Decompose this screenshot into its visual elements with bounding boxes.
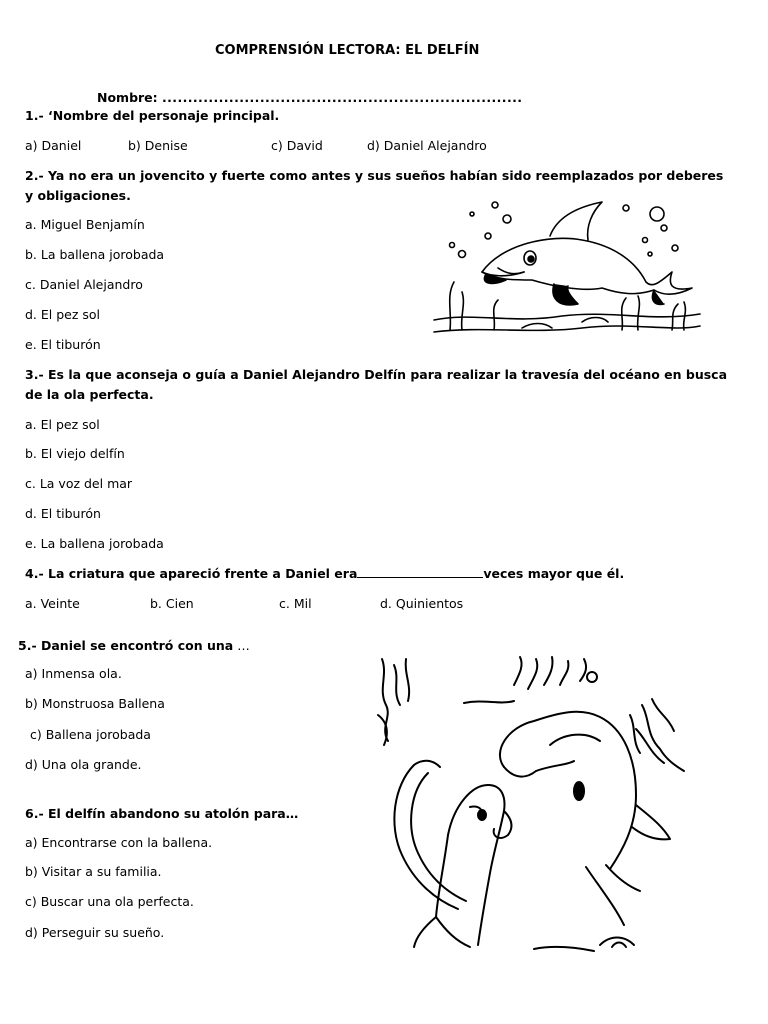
answer-blank[interactable]	[357, 566, 483, 578]
q3-option-b[interactable]: b. El viejo delfín	[25, 446, 125, 461]
question-5-ellipsis: …	[237, 638, 250, 653]
q3-option-a[interactable]: a. El pez sol	[25, 417, 100, 432]
question-3-line-1: 3.- Es la que aconseja o guía a Daniel Alejandro Delfín para realizar la travesía del océano en busca	[25, 367, 728, 382]
q2-option-e[interactable]: e. El tiburón	[25, 337, 101, 352]
question-3-line-2: de la ola perfecta.	[25, 387, 154, 402]
question-5	[18, 638, 250, 654]
q6-option-a[interactable]: a) Encontrarse con la ballena.	[25, 835, 213, 850]
q3-option-c[interactable]: c. La voz del mar	[25, 476, 133, 491]
q4-option-b[interactable]: b. Cien	[150, 596, 194, 611]
q4-option-d[interactable]: d. Quinientos	[380, 596, 464, 611]
question-2-line-2: y obligaciones.	[25, 188, 131, 203]
q5-option-d[interactable]: d) Una ola grande.	[25, 757, 142, 772]
question-2-line-1: 2.- Ya no era un jovencito y fuerte como antes y sus sueños habían sido reemplazados por deberes	[25, 168, 724, 183]
question-4-before-blank: 4.- La criatura que apareció frente a Daniel era	[25, 566, 358, 581]
question-5-text: 5.- Daniel se encontró con una	[18, 638, 234, 653]
q4-option-a[interactable]: a. Veinte	[25, 596, 80, 611]
q5-option-a[interactable]: a) Inmensa ola.	[25, 666, 122, 681]
q3-option-e[interactable]: e. La ballena jorobada	[25, 536, 164, 551]
q6-option-b[interactable]: b) Visitar a su familia.	[25, 864, 162, 879]
q5-option-c[interactable]: c) Ballena jorobada	[30, 727, 151, 742]
q3-option-d[interactable]: d. El tiburón	[25, 506, 101, 521]
q1-option-c[interactable]: c) David	[271, 138, 323, 153]
name-field-dots[interactable]: ......................................................................	[162, 90, 523, 105]
q2-option-b[interactable]: b. La ballena jorobada	[25, 247, 165, 262]
q4-option-c[interactable]: c. Mil	[279, 596, 312, 611]
q5-option-b[interactable]: b) Monstruosa Ballena	[25, 696, 165, 711]
question-6: 6.- El delfín abandono su atolón para…	[25, 806, 299, 821]
q1-option-b[interactable]: b) Denise	[128, 138, 188, 153]
q1-option-d[interactable]: d) Daniel Alejandro	[367, 138, 487, 153]
dolphin-illustration-bottom	[374, 655, 694, 955]
q2-option-c[interactable]: c. Daniel Alejandro	[25, 277, 143, 292]
q2-option-a[interactable]: a. Miguel Benjamín	[25, 217, 145, 232]
dolphin-illustration-top	[432, 192, 702, 338]
name-label: Nombre:	[97, 90, 158, 105]
q1-option-a[interactable]: a) Daniel	[25, 138, 82, 153]
q6-option-d[interactable]: d) Perseguir su sueño.	[25, 925, 165, 940]
question-1: 1.- ‘Nombre del personaje principal.	[25, 108, 280, 123]
q6-option-c[interactable]: c) Buscar una ola perfecta.	[25, 894, 194, 909]
q2-option-d[interactable]: d. El pez sol	[25, 307, 101, 322]
page-title: COMPRENSIÓN LECTORA: EL DELFÍN	[215, 43, 480, 58]
question-4	[25, 566, 624, 582]
question-4-after-blank: veces mayor que él.	[483, 566, 625, 581]
